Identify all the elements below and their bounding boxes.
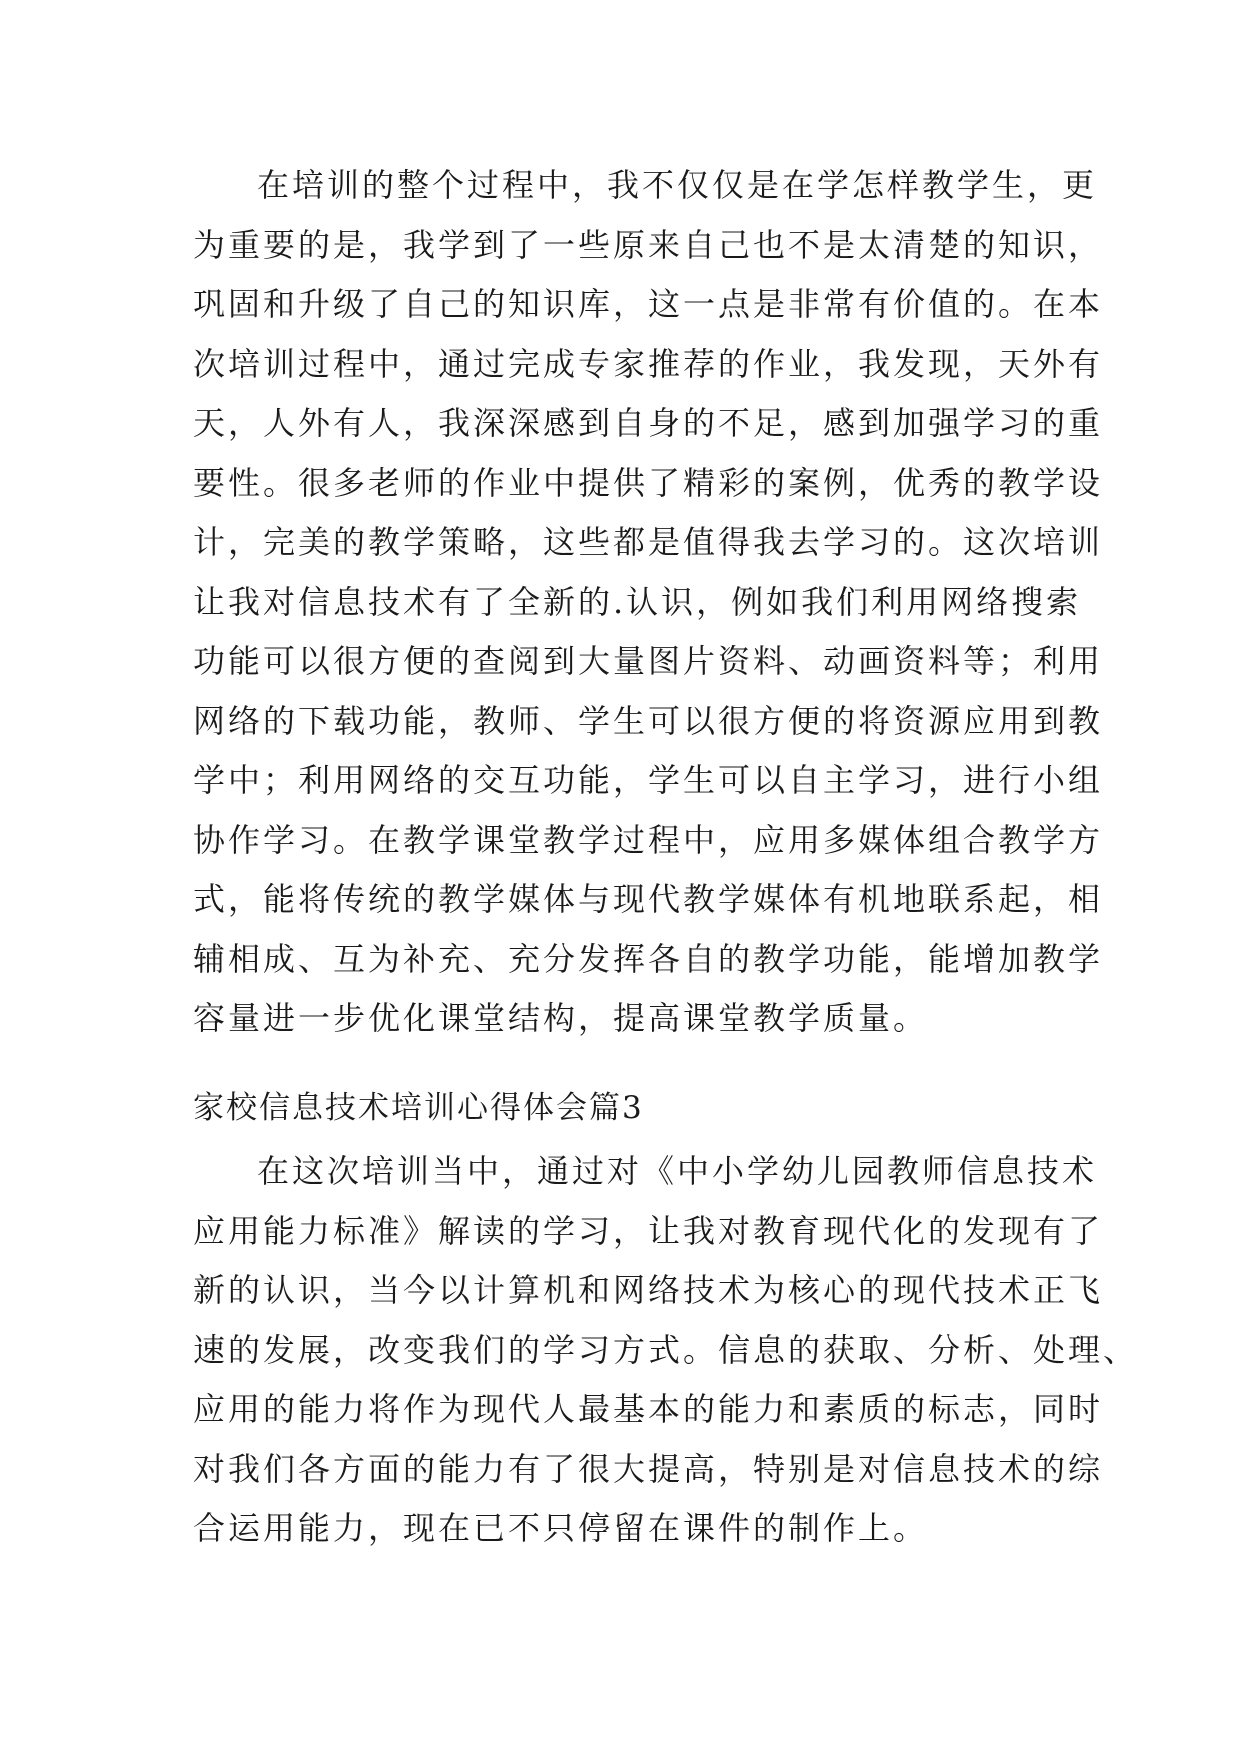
paragraph-line: 对我们各方面的能力有了很大提高，特别是对信息技术的综 bbox=[193, 1449, 1104, 1488]
paragraph-line: 功能可以很方便的查阅到大量图片资料、动画资料等；利用 bbox=[193, 642, 1104, 680]
paragraph-line: 在这次培训当中，通过对《中小学幼儿园教师信息技术 bbox=[257, 1152, 1098, 1190]
paragraph-line: 让我对信息技术有了全新的.认识，例如我们利用网络搜索 bbox=[193, 582, 1082, 621]
paragraph-line: 次培训过程中，通过完成专家推荐的作业，我发现，天外有 bbox=[193, 344, 1104, 383]
paragraph-line: 天，人外有人，我深深感到自身的不足，感到加强学习的重 bbox=[193, 404, 1104, 442]
paragraph-line: 速的发展，改变我们的学习方式。信息的获取、分析、处理、 bbox=[193, 1330, 1139, 1369]
paragraph-line: 网络的下载功能，教师、学生可以很方便的将资源应用到教 bbox=[193, 701, 1104, 740]
paragraph-line: 应用能力标准》解读的学习，让我对教育现代化的发现有了 bbox=[193, 1211, 1104, 1250]
paragraph-line: 为重要的是，我学到了一些原来自己也不是太清楚的知识， bbox=[193, 225, 1104, 264]
paragraph-line: 巩固和升级了自己的知识库，这一点是非常有价值的。在本 bbox=[193, 285, 1104, 323]
paragraph-line: 辅相成、互为补充、充分发挥各自的教学功能，能增加教学 bbox=[193, 939, 1104, 978]
section-heading: 家校信息技术培训心得体会篇3 bbox=[193, 1090, 644, 1126]
body-paragraph-1 bbox=[193, 156, 1104, 1049]
paragraph-line: 新的认识，当今以计算机和网络技术为核心的现代技术正飞 bbox=[193, 1271, 1104, 1309]
paragraph-line: 要性。很多老师的作业中提供了精彩的案例，优秀的教学设 bbox=[193, 463, 1104, 502]
paragraph-line: 合运用能力，现在已不只停留在课件的制作上。 bbox=[193, 1509, 929, 1547]
paragraph-line: 协作学习。在教学课堂教学过程中，应用多媒体组合教学方 bbox=[193, 820, 1104, 859]
paragraph-line: 在培训的整个过程中，我不仅仅是在学怎样教学生，更 bbox=[257, 166, 1098, 204]
paragraph-line: 应用的能力将作为现代人最基本的能力和素质的标志，同时 bbox=[193, 1390, 1104, 1428]
paragraph-line: 式，能将传统的教学媒体与现代教学媒体有机地联系起，相 bbox=[193, 880, 1104, 918]
paragraph-line: 容量进一步优化课堂结构，提高课堂教学质量。 bbox=[193, 999, 929, 1037]
paragraph-line: 计，完美的教学策略，这些都是值得我去学习的。这次培训 bbox=[193, 523, 1104, 561]
paragraph-line: 学中；利用网络的交互功能，学生可以自主学习，进行小组 bbox=[193, 761, 1104, 799]
body-paragraph-2 bbox=[193, 1142, 1139, 1559]
